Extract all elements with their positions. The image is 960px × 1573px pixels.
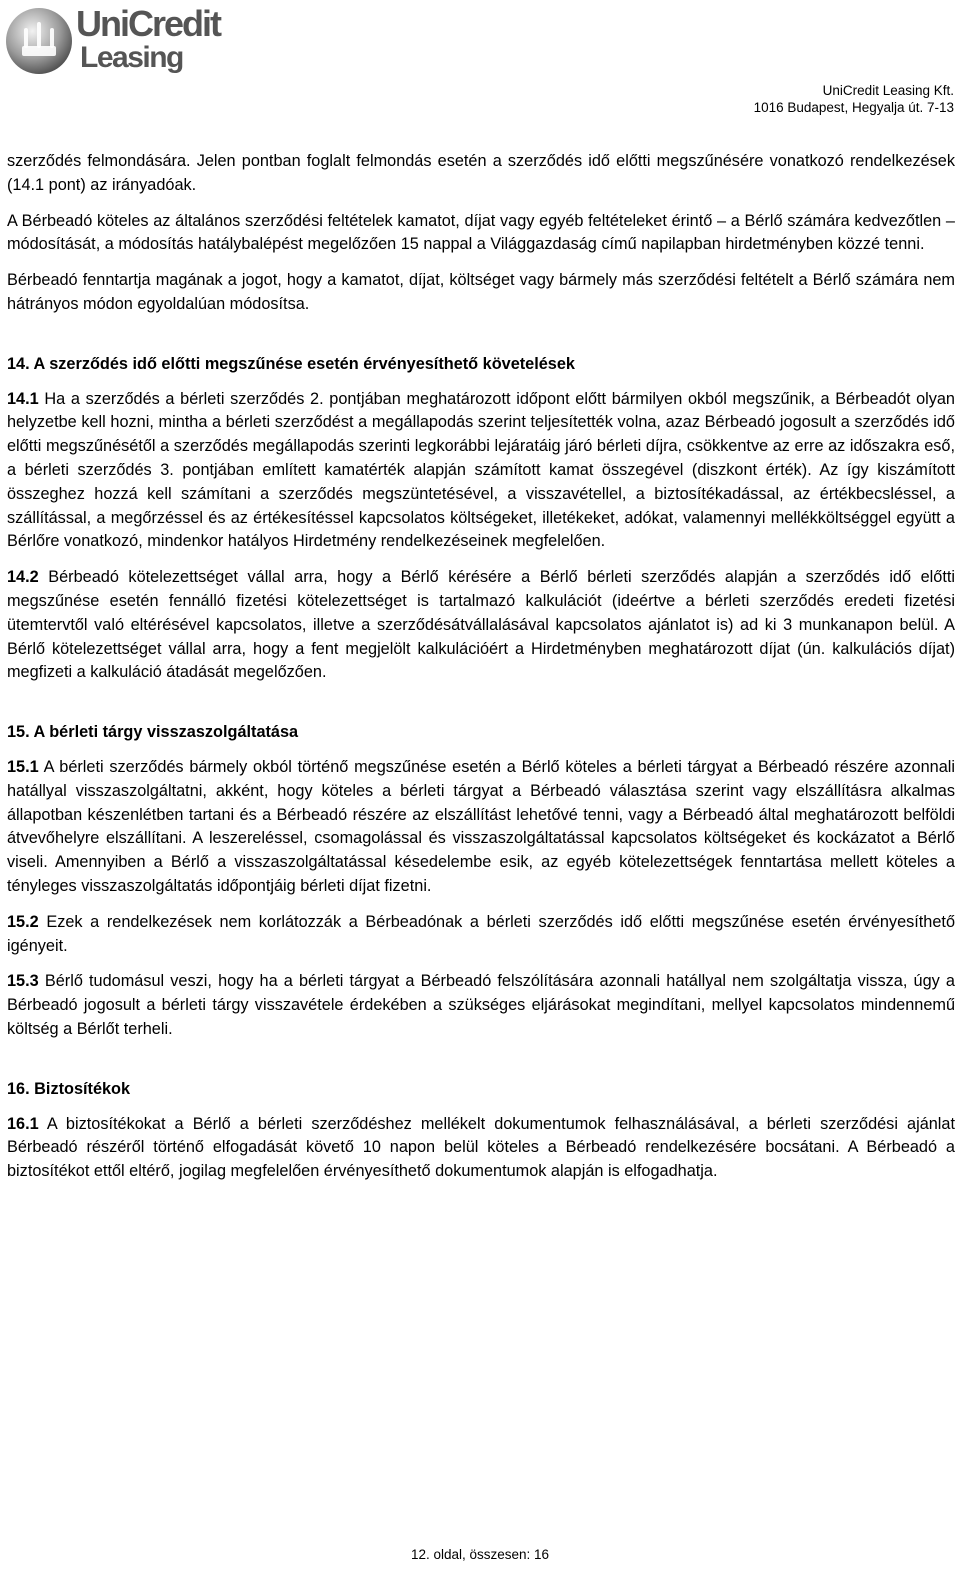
clause-16-1 [7,1113,955,1184]
logo-title: UniCredit [76,3,220,44]
clause-16-1-text [7,1113,955,1184]
clause-body: A bérleti szerződés bármely okból történő megszűnése esetén a Bérlő köteles a bérleti tárgyat a Bérbeadó részére azonnali hatállyal visszaszolgáltatni, akként, hogy köteles a bérleti tárgyat a Bérbeadó választása szerint vagy elszállításra alkalmas állapotban készenlétben tartani és a Bérbeadó részére az elszállítást lehetővé tenni, vagy a Bérbeadó által meghatározott belföldi átvevőhelyre elszállítani. A leszereléssel, csomagolással és visszaszolgáltatással kapcsolatos költségeket és kockázatot a Bérlő viseli. Amennyiben a Bérlő a visszaszolgáltatással késedelembe esik, az egyéb kötelezettségek fenntartása mellett köteles a tényleges visszaszolgáltatás időpontjáig bérleti díjat fizetni. [7,757,955,895]
clause-15-3 [7,970,955,1041]
page-number: 12. oldal, összesen: 16 [410,1547,550,1562]
section-16-heading: 16. Biztosítékok [7,1079,131,1098]
company-name: UniCredit Leasing Kft. [822,83,954,98]
section-14-heading: 14. A szerződés idő előtti megszűnése esetén érvényesíthető követelések [7,354,575,373]
clause-number: 14.1 [7,389,39,408]
clause-number: 15.1 [7,757,39,776]
unicredit-leasing-logo [4,3,244,76]
clause-body: A biztosítékokat a Bérlő a bérleti szerződéshez mellékelt dokumentumok felhasználásával, a bérleti szerződési ajánlat Bérbeadó részéről történő elfogadását követő 10 napon belül köteles a Bérbeadó rendelkezésére bocsátani. A Bérbeadó a biztosítékot ettől eltérő, jogilag megfelelően érvényesíthető dokumentumok alapján is elfogadhatja. [7,1114,955,1181]
clause-15-2-text [7,911,955,959]
clause-number: 15.2 [7,912,39,931]
clause-body: Ha a szerződés a bérleti szerződés 2. pontjában meghatározott időpont előtt bármilyen okból megszűnik, a Bérbeadót olyan helyzetbe kell hozni, mintha a bérleti szerződést a megállapodás szerint teljesítették volna, azaz Bérbeadó jogosult a szerződés idő előtti megszűnésétől a szerződés megállapodás szerinti legkorábbi lejáratáig járó bérleti díjra, csökkentve az erre az időszakra eső, a bérleti szerződés 3. pontjában említett kamatérték alapján számított kamat összegével (diszkont érték). Az így kiszámított összeghez hozzá kell számítani a szerződés megszüntetésével, a visszavétellel, a biztosítékadással, az értékbecsléssel, a szállítással, a megőrzéssel és az értékesítéssel kapcsolatos költségeket, illetékeket, adókat, valamennyi mellékköltséggel együtt a Bérlőre vonatkozó, mindenkor hatályos Hirdetmény rendelkezéseinek megfelelően. [7,389,955,551]
clause-14-2-text [7,566,955,685]
clause-body: Bérlő tudomásul veszi, hogy ha a bérleti tárgyat a Bérbeadó felszólítására azonnali hatállyal nem szolgáltatja vissza, úgy a Bérbeadó jogosult a bérleti tárgy visszavétele érdekében a szükséges eljárásokat megindítani, mellyel kapcsolatos mindennemű költség a Bérlőt terheli. [7,972,955,1038]
clause-number: 15.3 [7,972,39,991]
clause-14-2 [7,566,955,685]
unicredit-logo-icon [4,6,74,76]
company-address: 1016 Budapest, Hegyalja út. 7-13 [753,100,954,115]
clause-number: 14.2 [7,568,39,587]
paragraph-lessor-rights: Bérbeadó fenntartja magának a jogot, hogy a kamatot, díjat, költséget vagy bármely más szerződési feltételt a Bérlő számára nem hátrányos módon egyoldalúan módosítsa. [7,271,955,313]
clause-body: Bérbeadó kötelezettséget vállal arra, hogy a Bérlő kérésére a Bérlő bérleti szerződés alapján a szerződés idő előtti megszűnése esetén fennálló fizetési kötelezettséget is tartalmazó kalkulációt (ideértve a bérleti szerződés eredeti fizetési ütemtervtől való eltérésével kapcsolatos, illetve a szerződésátvállalásával kapcsolatos ajánlatot is) ad ki 3 munkanapon belül. A Bérlő kötelezettséget vállal arra, hogy a fent megjelölt kalkulációért a Hirdetményben meghatározott díjat (ún. kalkulációs díjat) megfizeti a kalkuláció átadását megelőzően. [7,568,955,682]
paragraph-lessor-obligation: A Bérbeadó köteles az általános szerződési feltételek kamatot, díjat vagy egyéb feltételeket érintő – a Bérlő számára kedvezőtlen – módosítását, a módosítás hatálybalépést megelőzően 15 nappal a Világgazdaság című napilapban hirdetményben közzé tenni. [7,211,955,254]
document-body [7,150,955,1184]
company-info [754,82,954,116]
clause-15-3-text [7,970,955,1041]
clause-14-1-text [7,388,955,555]
clause-15-1 [7,756,955,899]
clause-number: 16.1 [7,1114,39,1133]
paragraph-termination: szerződés felmondására. Jelen pontban foglalt felmondás esetén a szerződés idő előtti megszűnésére vonatkozó rendelkezések (14.1 pont) az irányadóak. [7,152,955,194]
section-15-heading: 15. A bérleti tárgy visszaszolgáltatása [7,723,299,742]
logo-subtitle: Leasing [80,41,183,74]
clause-14-1 [7,388,955,555]
clause-15-1-text [7,756,955,899]
clause-15-2 [7,911,955,959]
clause-body: Ezek a rendelkezések nem korlátozzák a Bérbeadónak a bérleti szerződés idő előtti megszűnése esetén érvényesíthető igényeit. [7,912,955,955]
